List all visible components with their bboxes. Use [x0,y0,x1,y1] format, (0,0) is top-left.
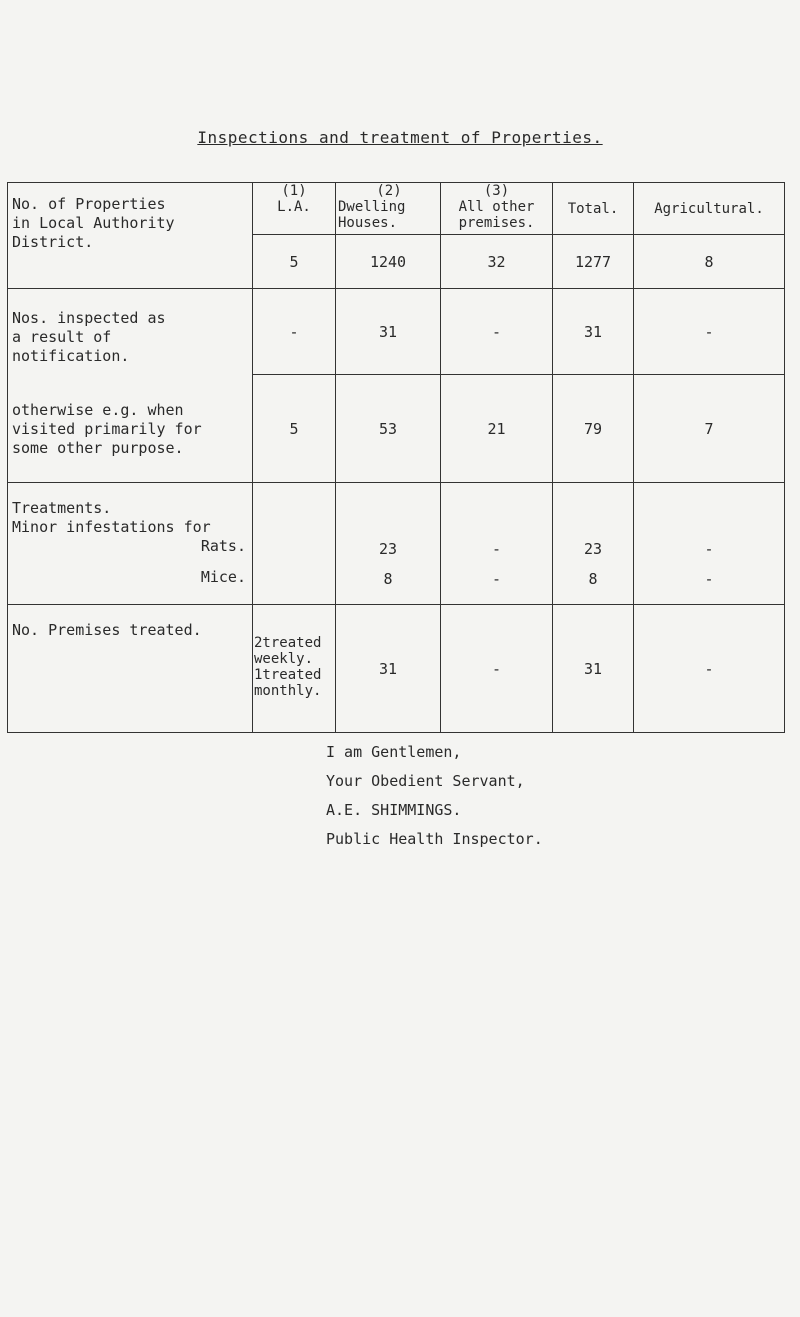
rats-other: - [491,540,502,558]
row-label-line: notification. [12,347,130,365]
premises-treated-total: 31 [553,605,634,733]
notification-other: - [441,289,553,375]
column-header-dwelling [336,183,441,235]
la-note-line: 1treated [254,667,322,683]
column-header-agricultural [634,183,785,235]
otherwise-other: 21 [441,375,553,483]
rats-total: 23 [583,540,603,558]
total-la: 5 [253,235,336,289]
total-agricultural: 8 [634,235,785,289]
notification-total: 31 [553,289,634,375]
row-label-inspected [8,289,253,483]
premises-treated-other: - [441,605,553,733]
row-label-line: otherwise e.g. when [12,401,184,419]
row-label-line: visited primarily for [12,420,202,438]
column-header-other [441,183,553,235]
rats-dwelling: 23 [378,540,398,558]
row-label-line: Nos. inspected as [12,309,166,327]
mice-dwelling: 8 [383,570,393,588]
column-number: (3) [483,183,510,199]
row-header-properties [8,183,253,289]
mice-other: - [491,570,502,588]
row-label-line: some other purpose. [12,439,184,457]
row-header-line: No. of Properties [12,195,166,213]
column-number: (2) [376,183,402,199]
row-label-premises-treated [8,605,253,733]
total-other: 32 [441,235,553,289]
otherwise-la: 5 [253,375,336,483]
column-label: premises. [458,215,535,231]
total-dwelling: 1240 [336,235,441,289]
la-note-line: 2treated [254,635,322,651]
treatments-agricultural [634,483,785,605]
treatments-la [253,483,336,605]
la-note-line: weekly. [254,651,314,667]
mice-agricultural: - [704,570,714,588]
notification-la: - [253,289,336,375]
closing-servant: Your Obedient Servant, [326,772,525,790]
otherwise-agricultural: 7 [634,375,785,483]
row-header-line: District. [12,233,94,251]
row-label-line: No. Premises treated. [12,621,202,639]
closing-signature [326,738,543,854]
premises-treated-la-note [253,605,336,733]
row-label-line: Minor infestations for [12,518,211,536]
rats-label: Rats. [200,537,246,555]
la-note-line: monthly. [254,683,322,699]
column-label: L.A. [277,199,311,215]
premises-treated-agricultural: - [634,605,785,733]
rats-agricultural: - [704,540,714,558]
signatory-title: Public Health Inspector. [326,830,543,848]
total-total: 1277 [553,235,634,289]
row-label-treatments [8,483,253,605]
treatments-total [553,483,634,605]
column-label: Agricultural. [654,200,764,217]
closing-salutation: I am Gentlemen, [326,743,462,761]
column-label: All other [458,199,535,215]
otherwise-total: 79 [553,375,634,483]
treatments-other [441,483,553,605]
premises-treated-dwelling: 31 [336,605,441,733]
page-title: Inspections and treatment of Properties. [197,128,603,147]
column-label: Houses. [338,215,398,231]
mice-total: 8 [588,570,598,588]
notification-dwelling: 31 [336,289,441,375]
mice-label: Mice. [200,568,246,586]
treatments-dwelling [336,483,441,605]
otherwise-dwelling: 53 [336,375,441,483]
row-header-line: in Local Authority [12,214,175,232]
row-label-line: Treatments. [12,499,112,517]
column-header-total [553,183,634,235]
inspections-table [7,182,785,733]
row-label-line: a result of [12,328,112,346]
signatory-name: A.E. SHIMMINGS. [326,801,462,819]
notification-agricultural: - [634,289,785,375]
column-number: (1) [281,183,307,199]
column-header-la [253,183,336,235]
column-label: Dwelling [338,199,406,215]
column-label: Total. [567,200,619,217]
